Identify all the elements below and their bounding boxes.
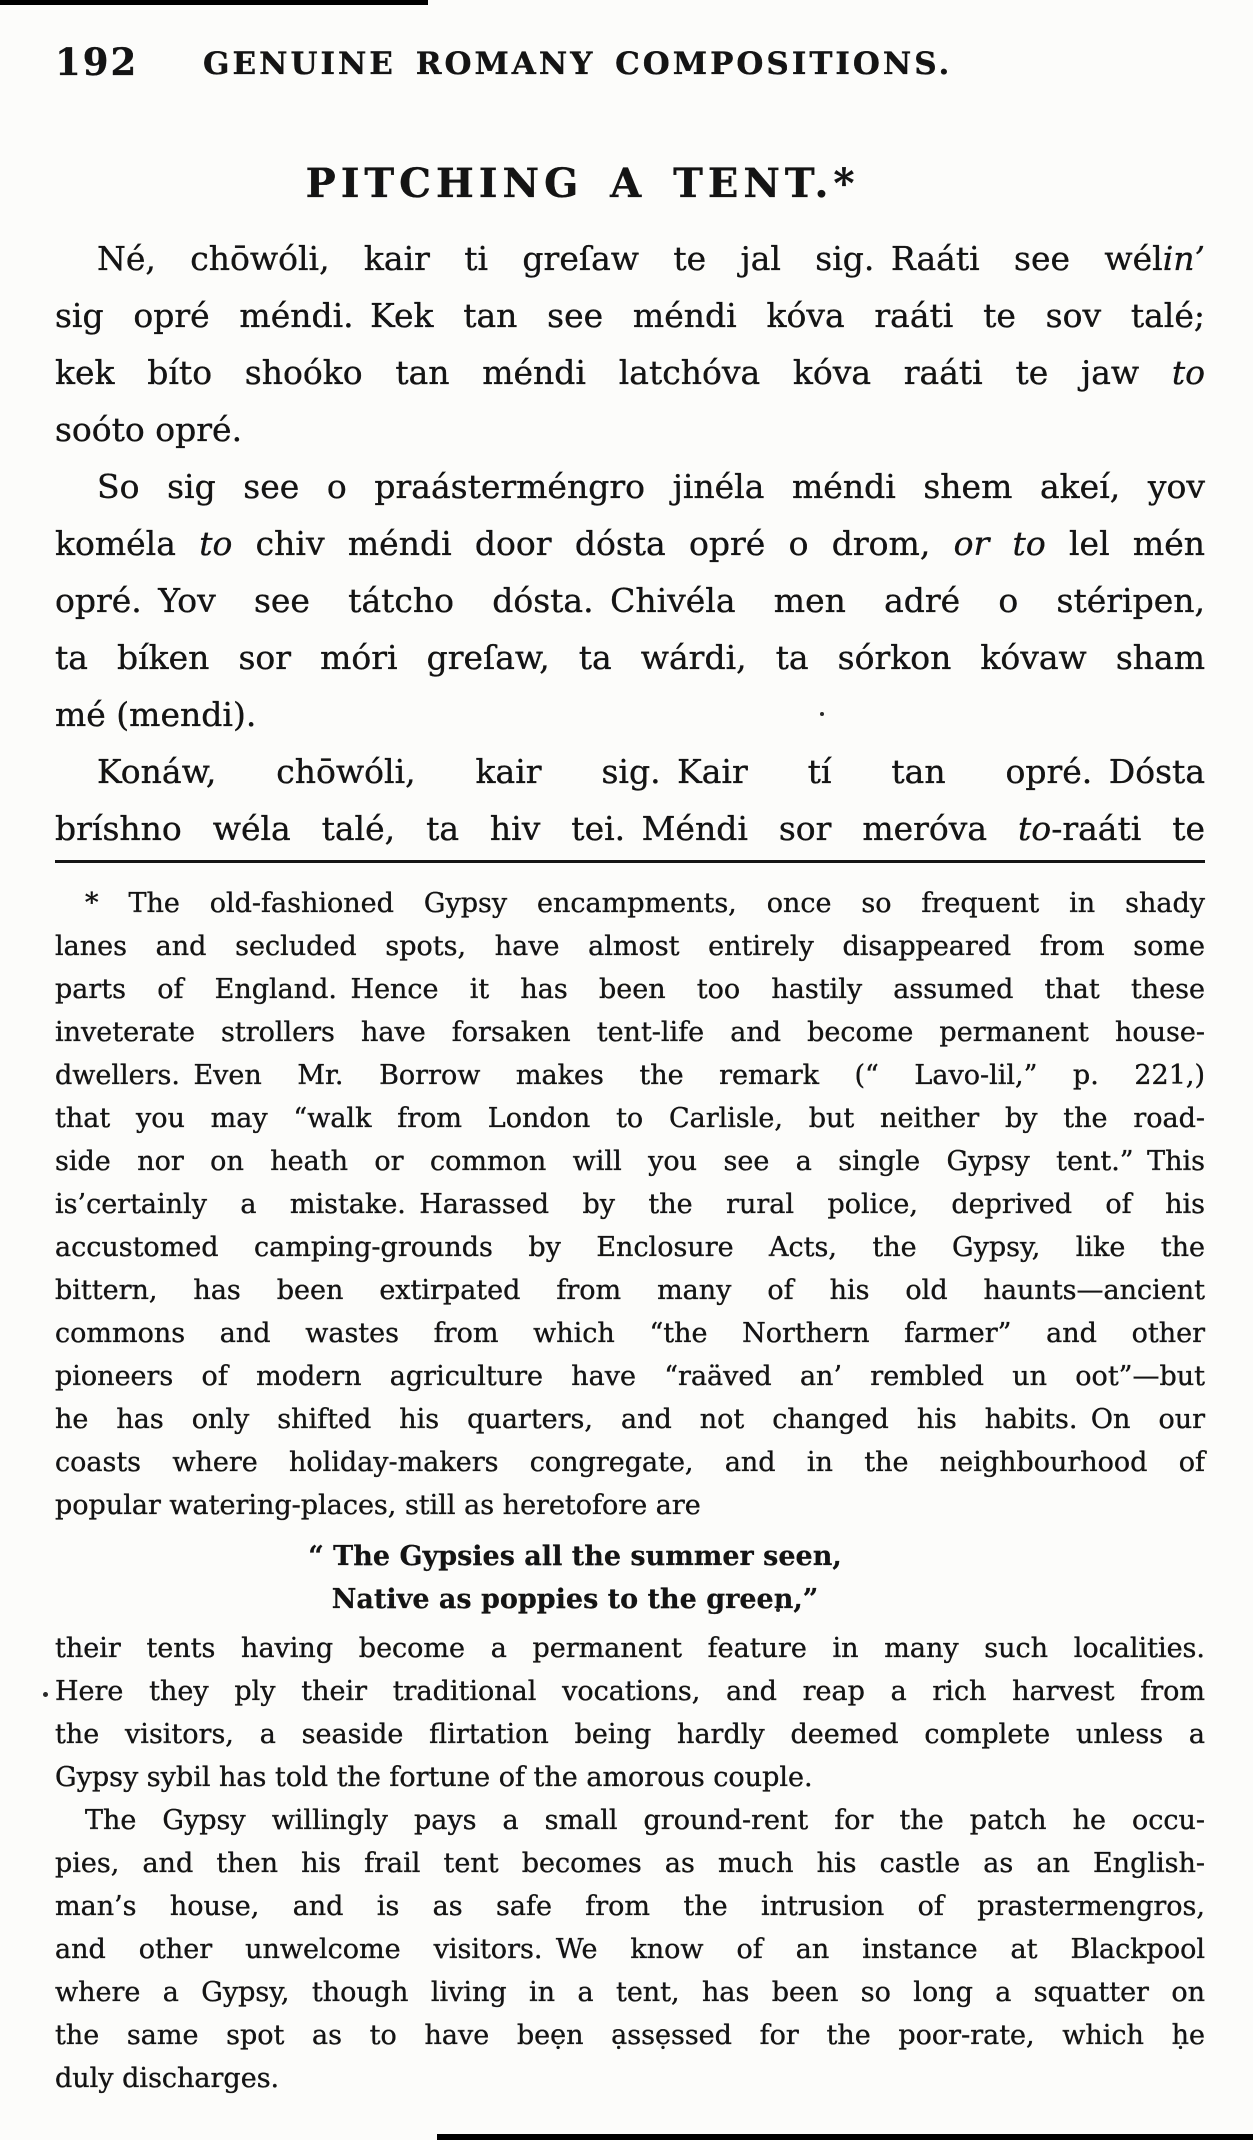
footnote-line: inveterate strollers have forsaken tent-life and become permanent house- — [55, 1017, 1205, 1048]
scan-artifact-bottom-edge — [437, 2134, 1253, 2140]
footnote-line: The Gypsy willingly pays a small ground-rent for the patch he occu- — [85, 1805, 1205, 1836]
footnote-line: popular watering-places, still as heretofore are — [55, 1490, 701, 1521]
text-line: soóto opré. — [55, 410, 243, 449]
footnote-line: their tents having become a permanent feature in many such localities. — [55, 1633, 1205, 1664]
footnote-line: he has only shifted his quarters, and not changed his habits. On our — [55, 1404, 1205, 1435]
footnote-line: Here they ply their traditional vocations, and reap a rich harvest from — [55, 1676, 1205, 1707]
footnote-line: commons and wastes from which “the Northern farmer” and other — [55, 1318, 1205, 1349]
main-text — [55, 230, 1205, 857]
footnote-line: the visitors, a seaside flirtation being hardly deemed complete unless a — [55, 1719, 1205, 1750]
footnote-line: accustomed camping-grounds by Enclosure Acts, the Gypsy, like the — [55, 1232, 1205, 1263]
footnote-line: parts of England. Hence it has been too hastily assumed that these — [55, 974, 1205, 1005]
footnote — [55, 882, 1205, 2100]
footnote-line: man’s house, and is as safe from the intrusion of prastermengros, — [55, 1891, 1205, 1922]
text-line: sig opré méndi. Kek tan see méndi kóva raáti te sov talé; — [55, 296, 1205, 335]
text-line: opré. Yov see tátcho dósta. Chivéla men adré o stéripen, — [55, 581, 1205, 620]
scan-artifact-dot — [43, 1692, 48, 1697]
footnote-line: Gypsy sybil has told the fortune of the amorous couple. — [55, 1762, 813, 1793]
footnote-line: that you may “walk from London to Carlisle, but neither by the road- — [55, 1103, 1205, 1134]
footnote-line: dwellers. Even Mr. Borrow makes the remark (“ Lavo-lil,” p. 221,) — [55, 1060, 1205, 1091]
text-line: mé (mendi). — [55, 695, 257, 734]
verse-line: Native as poppies to the green,” — [331, 1584, 819, 1615]
footnote-line: where a Gypsy, though living in a tent, has been so long a squatter on — [55, 1977, 1205, 2008]
text-line: ta bíken sor móri greſaw, ta wárdi, ta sórkon kóvaw sham — [55, 638, 1205, 677]
footnote-verse — [55, 1535, 1095, 1621]
footnote-line: duly discharges. — [55, 2063, 280, 2094]
footnote-divider — [55, 860, 1205, 863]
text-line: Konáw, chōwóli, kair sig. Kair tí tan opré. Dósta — [97, 752, 1205, 791]
verse-line: “ The Gypsies all the summer seen, — [308, 1541, 842, 1572]
footnote-line: the same spot as to have beẹn ạssẹssed for the poor-rate, which ḥe — [55, 2020, 1205, 2051]
text-line: bríshno wéla talé, ta hiv tei. Méndi sor meróva to-raáti te — [55, 809, 1205, 848]
footnote-line: pioneers of modern agriculture have “raäved an’ rembled un oot”—but — [55, 1361, 1205, 1392]
text-line: kek bíto shoóko tan méndi latchóva kóva raáti te jaw to — [55, 353, 1205, 392]
footnote-line: lanes and secluded spots, have almost entirely disappeared from some — [55, 931, 1205, 962]
text-line: So sig see o praásterméngro jinéla méndi shem akeí, yov — [97, 467, 1205, 506]
footnote-line: is’certainly a mistake. Harassed by the rural police, deprived of his — [55, 1189, 1205, 1220]
text-line: koméla to chiv méndi door dósta opré o drom, or to lel mén — [55, 524, 1206, 563]
footnote-line: pies, and then his frail tent becomes as much his castle as an English- — [55, 1848, 1205, 1879]
scan-artifact-top-edge — [0, 0, 428, 5]
footnote-line: * The old-fashioned Gypsy encampments, once so frequent in shady — [85, 888, 1205, 919]
text-line: Né, chōwóli, kair ti greſaw te jal sig. Raáti see wélin’ — [97, 239, 1205, 278]
footnote-line: and other unwelcome visitors. We know of an instance at Blackpool — [55, 1934, 1205, 1965]
page-number: 192 — [55, 40, 139, 84]
running-header: GENUINE ROMANY COMPOSITIONS. — [203, 46, 953, 82]
footnote-line: coasts where holiday-makers congregate, and in the neighbourhood of — [55, 1447, 1205, 1478]
footnote-line: side nor on heath or common will you see a single Gypsy tent.” This — [55, 1146, 1205, 1177]
footnote-line: bittern, has been extirpated from many of his old haunts—ancient — [55, 1275, 1205, 1306]
section-title: PITCHING A TENT.* — [305, 160, 860, 207]
